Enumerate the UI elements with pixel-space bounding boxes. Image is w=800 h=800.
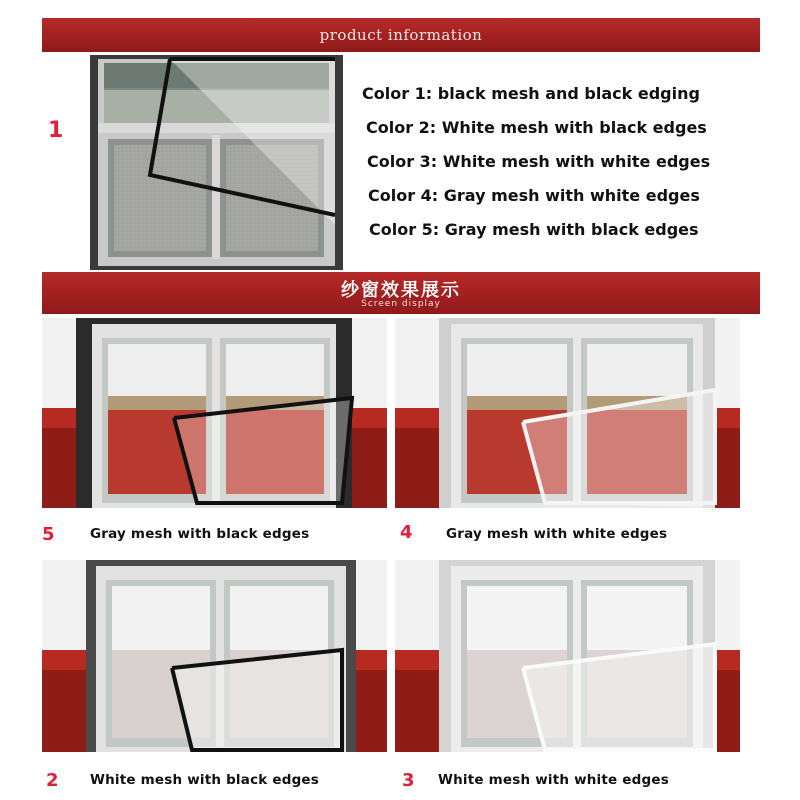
display-title-en: Screen display — [361, 299, 441, 309]
panel-photo-gray-black — [42, 318, 387, 508]
panel-number-3: 3 — [402, 770, 415, 791]
color-5-line: Color 5: Gray mesh with black edges — [369, 220, 699, 239]
display-title-cn: 纱窗效果展示 — [341, 280, 461, 301]
panel-caption-3: White mesh with white edges — [438, 772, 669, 788]
panel-caption-4: Gray mesh with white edges — [446, 526, 668, 542]
banner-title: product information — [319, 26, 483, 44]
panel-number-4: 4 — [400, 522, 413, 543]
panel-photo-white-black — [42, 560, 387, 752]
panel-number-5: 5 — [42, 524, 55, 545]
color-2-line: Color 2: White mesh with black edges — [366, 118, 707, 137]
color-4-line: Color 4: Gray mesh with white edges — [368, 186, 700, 205]
panel-caption-5: Gray mesh with black edges — [90, 526, 310, 542]
panel-caption-2: White mesh with black edges — [90, 772, 320, 788]
panel-photo-white-white — [395, 560, 740, 752]
product-info-banner — [42, 18, 760, 52]
product-number: 1 — [48, 118, 64, 143]
color-3-line: Color 3: White mesh with white edges — [367, 152, 711, 171]
screen-display-banner — [42, 272, 760, 314]
panel-number-2: 2 — [46, 770, 59, 791]
color-1-line: Color 1: black mesh and black edging — [362, 84, 700, 103]
panel-photo-gray-white — [395, 318, 740, 508]
window-photo-main — [90, 55, 343, 270]
